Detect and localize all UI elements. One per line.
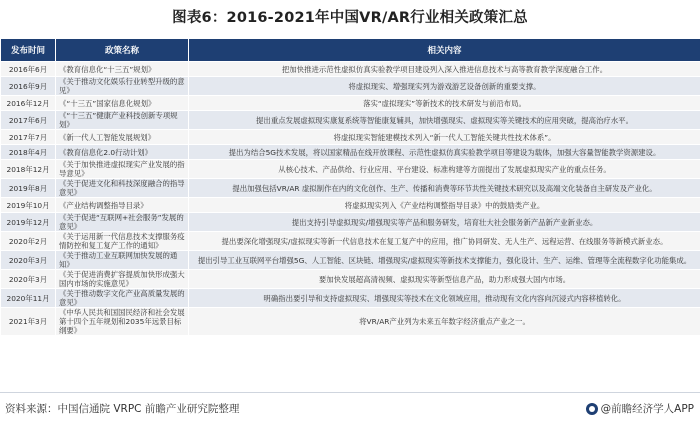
cell-policy-name: 《关于促进消费扩容提质加快形成强大国内市场的实施意见》 <box>56 270 189 289</box>
cell-policy-name: 《关于促进文化和科技深度融合的指导意见》 <box>56 179 189 198</box>
cell-content: 提出重点发展虚拟现实康复系统等智能康复辅具，加快增强现实、虚拟现实等关键技术的应用突破，提高治疗水平。 <box>189 111 700 130</box>
cell-date: 2016年9月 <box>1 77 56 96</box>
cell-policy-name: 《教育信息化“十三五”规划》 <box>56 62 189 77</box>
cell-content: 把加快推进示范性虚拟仿真实验教学项目建设列入深入推进信息技术与高等教育教学深度融合工作。 <box>189 62 700 77</box>
cell-content: 将VR/AR产业列为未来五年数字经济重点产业之一。 <box>189 308 700 336</box>
table-row <box>1 96 700 111</box>
cell-content: 提出加强包括VR/AR 虚拟制作在内的文化创作、生产、传播和消费等环节共性关键技术研究以及高端文化装备自主研发及产业化。 <box>189 179 700 198</box>
table-row <box>1 213 700 232</box>
cell-content: 将虚拟现实智能建模技术列入“新一代人工智能关键共性技术体系”。 <box>189 130 700 145</box>
cell-policy-name: 《关于运用新一代信息技术支撑服务疫情防控和复工复产工作的通知》 <box>56 232 189 251</box>
policy-table-container <box>0 38 700 336</box>
source-note: 资料来源：中国信通院 VRPC 前瞻产业研究院整理 <box>5 401 239 416</box>
cell-date: 2016年6月 <box>1 62 56 77</box>
cell-policy-name: 《关于推动工业互联网加快发展的通知》 <box>56 251 189 270</box>
brand-label: @前瞻经济学人APP <box>601 401 694 416</box>
cell-date: 2020年11月 <box>1 289 56 308</box>
cell-date: 2017年6月 <box>1 111 56 130</box>
table-row <box>1 111 700 130</box>
table-row <box>1 308 700 336</box>
table-row <box>1 198 700 213</box>
header-content: 相关内容 <box>189 39 700 62</box>
footer <box>0 392 700 426</box>
cell-date: 2019年10月 <box>1 198 56 213</box>
cell-content: 将虚拟现实、增强现实列为游戏游艺设备创新的重要支撑。 <box>189 77 700 96</box>
cell-content: 要加快发展超高清视频、虚拟现实等新型信息产品，助力形成强大国内市场。 <box>189 270 700 289</box>
cell-policy-name: 《关于加快推进虚拟现实产业发展的指导意见》 <box>56 160 189 179</box>
cell-date: 2018年4月 <box>1 145 56 160</box>
page-title: 图表6：2016-2021年中国VR/AR行业相关政策汇总 <box>0 4 700 32</box>
cell-content: 提出为结合5G技术发展，将以国家精品在线开放课程、示范性虚拟仿真实验教学项目等建设为载体，加强大容量智能教学资源建设。 <box>189 145 700 160</box>
cell-content: 明确指出要引导和支持虚拟现实、增强现实等技术在文化领域应用，推动现有文化内容向沉浸式内容移植转化。 <box>189 289 700 308</box>
table-header-row <box>1 39 700 62</box>
policy-table <box>0 38 700 336</box>
table-row <box>1 232 700 251</box>
cell-policy-name: 《中华人民共和国国民经济和社会发展第十四个五年规划和2035年远景目标纲要》 <box>56 308 189 336</box>
cell-content: 从核心技术、产品供给、行业应用、平台建设、标准构建等方面提出了发展虚拟现实产业的重点任务。 <box>189 160 700 179</box>
brand-watermark <box>586 401 694 416</box>
cell-date: 2019年8月 <box>1 179 56 198</box>
cell-policy-name: 《产业结构调整指导目录》 <box>56 198 189 213</box>
cell-date: 2018年12月 <box>1 160 56 179</box>
table-row <box>1 289 700 308</box>
cell-date: 2019年12月 <box>1 213 56 232</box>
cell-policy-name: 《“十三五”健康产业科技创新专项规划》 <box>56 111 189 130</box>
table-row <box>1 77 700 96</box>
cell-policy-name: 《教育信息化2.0行动计划》 <box>56 145 189 160</box>
cell-content: 提出要深化增强现实/虚拟现实等新一代信息技术在复工复产中的应用，推广协同研发、无人生产、远程运营、在线服务等新模式新业态。 <box>189 232 700 251</box>
table-body <box>1 62 700 336</box>
cell-policy-name: 《关于推动文化娱乐行业转型升级的意见》 <box>56 77 189 96</box>
cell-content: 提出支持引导虚拟现实/增强现实等产品和服务研发，培育壮大社会服务新产品新产业新业态。 <box>189 213 700 232</box>
cell-content: 落实“虚拟现实”等新技术的技术研发与前沿布局。 <box>189 96 700 111</box>
header-date: 发布时间 <box>1 39 56 62</box>
table-row <box>1 179 700 198</box>
table-row <box>1 145 700 160</box>
brand-logo-icon <box>586 403 598 415</box>
cell-date: 2020年3月 <box>1 270 56 289</box>
cell-date: 2016年12月 <box>1 96 56 111</box>
header-policy-name: 政策名称 <box>56 39 189 62</box>
table-row <box>1 160 700 179</box>
cell-policy-name: 《“十三五”国家信息化规划》 <box>56 96 189 111</box>
table-row <box>1 62 700 77</box>
cell-policy-name: 《关于推动数字文化产业高质量发展的意见》 <box>56 289 189 308</box>
cell-policy-name: 《新一代人工智能发展规划》 <box>56 130 189 145</box>
cell-policy-name: 《关于促进“互联网+社会服务”发展的意见》 <box>56 213 189 232</box>
cell-content: 将虚拟现实列入《产业结构调整指导目录》中的鼓励类产业。 <box>189 198 700 213</box>
cell-content: 提出引导工业互联网平台增强5G、人工智能、区块链、增强现实/虚拟现实等新技术支撑能力，强化设计、生产、运维、管理等全流程数字化功能集成。 <box>189 251 700 270</box>
cell-date: 2017年7月 <box>1 130 56 145</box>
table-row <box>1 251 700 270</box>
cell-date: 2020年3月 <box>1 251 56 270</box>
table-row <box>1 270 700 289</box>
cell-date: 2020年2月 <box>1 232 56 251</box>
table-row <box>1 130 700 145</box>
cell-date: 2021年3月 <box>1 308 56 336</box>
